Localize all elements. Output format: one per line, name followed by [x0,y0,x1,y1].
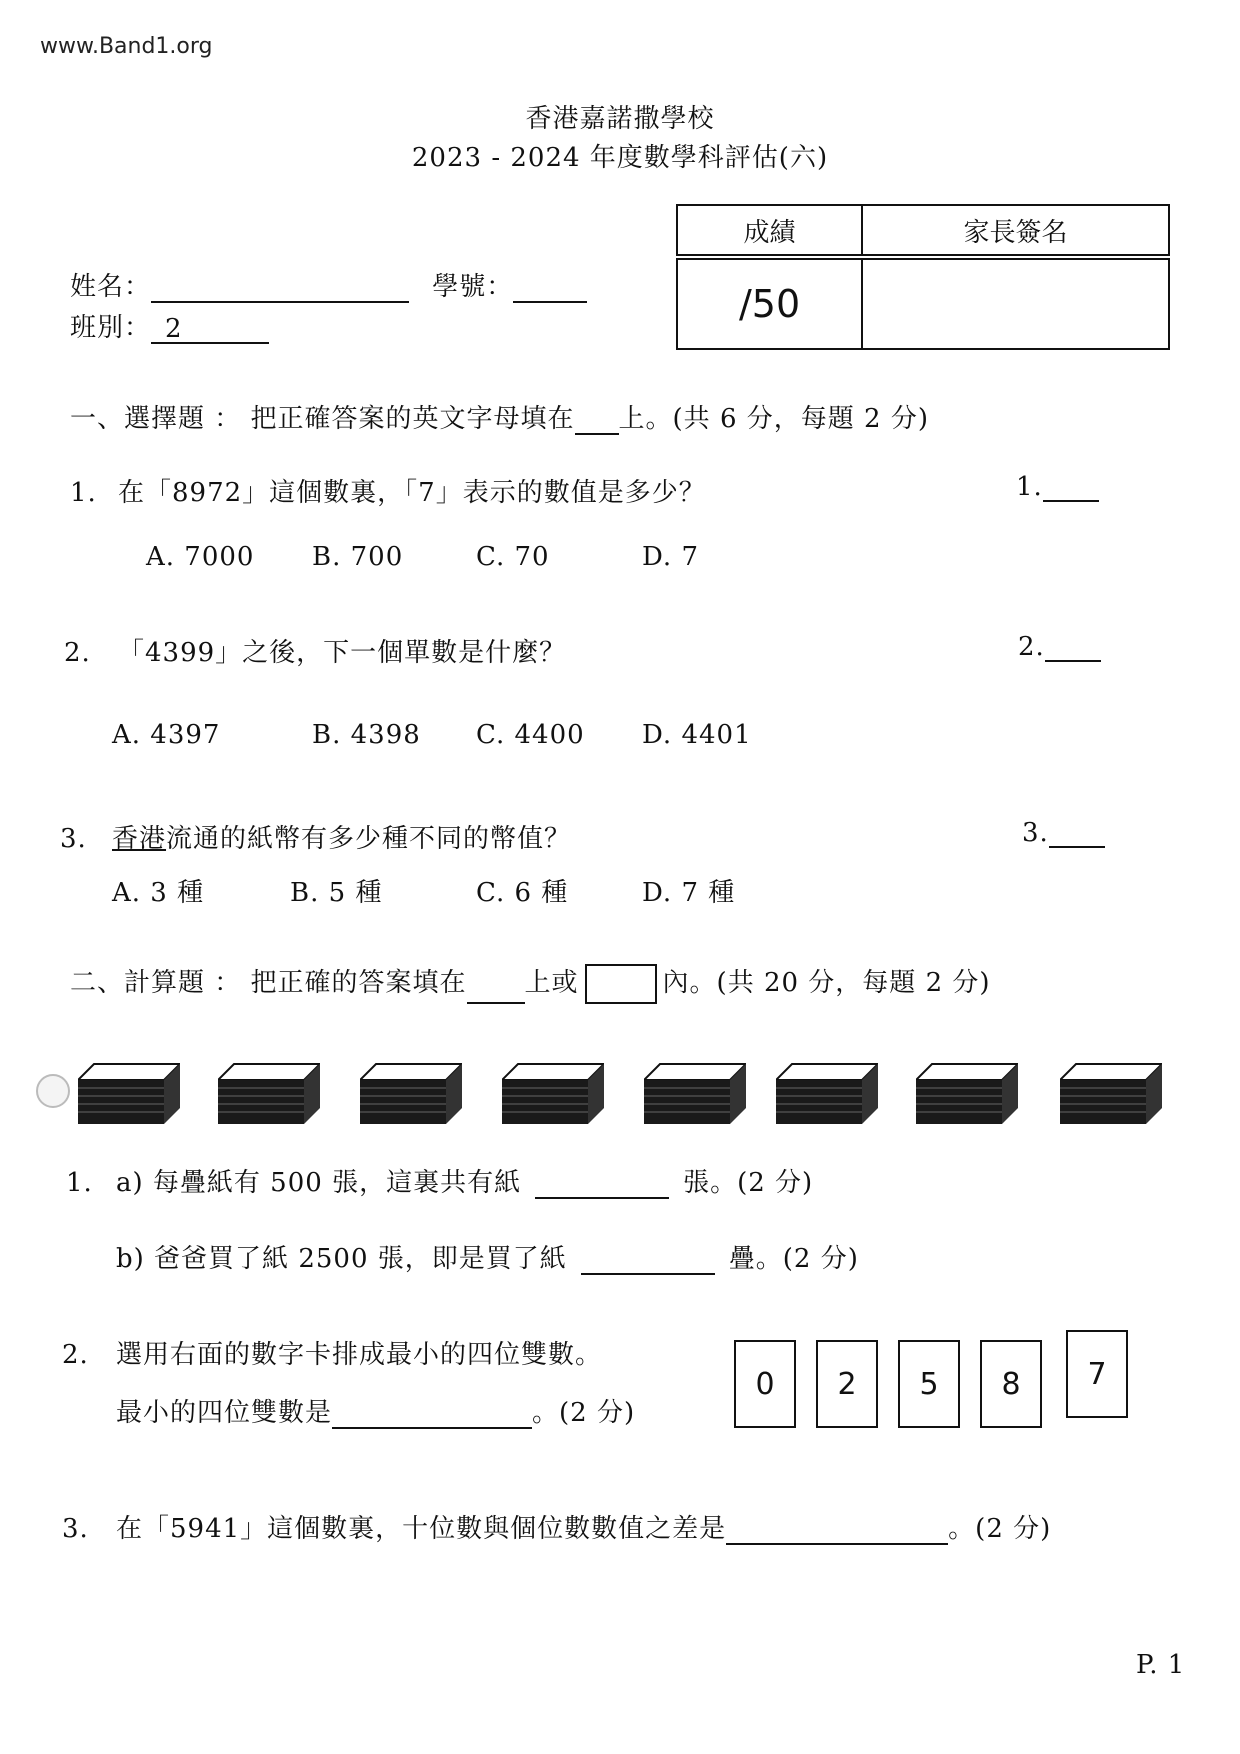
question-text: a) 每疊紙有 500 張，這裏共有紙 [116,1168,522,1198]
paper-stack-icon [360,1062,462,1124]
site-url: www.Band1.org [40,34,213,59]
answer-box-example [585,964,657,1004]
score-table [676,204,1170,350]
calc-question-3 [62,1508,1051,1545]
option: A. 7000 [146,542,255,572]
score-value: /50 [677,257,862,349]
q1b-answer-field[interactable] [581,1245,715,1275]
mc-question-2 [64,632,566,669]
question-number: 3. [60,824,87,854]
parent-signature-header: 家長簽名 [862,205,1169,257]
option: B. 5 種 [290,878,383,908]
digit-card: 2 [816,1340,878,1428]
answer-3-field[interactable] [1049,818,1105,848]
paper-stack-icon [218,1062,320,1124]
paper-stack-icon [78,1062,180,1124]
question-marks: 。(2 分) [532,1398,636,1428]
answer-label: 1. [1016,472,1043,502]
paper-stack-icon [644,1062,746,1124]
question-number: 2. [62,1340,89,1370]
question-number: 1. [70,478,97,508]
question-text: 「4399」之後，下一個單數是什麼？ [118,638,567,668]
mc-question-3 [60,818,571,855]
section1-heading-text-2: 上。(共 6 分，每題 2 分) [618,404,929,434]
question-number: 2. [64,638,91,668]
question-text: 在「8972」這個數裏，「7」表示的數值是多少？ [118,478,706,508]
paper-stack-icon [502,1062,604,1124]
digit-card: 8 [980,1340,1042,1428]
parent-signature-field[interactable] [862,257,1169,349]
paper-stack-icon [1060,1062,1162,1124]
q2-answer-field[interactable] [332,1399,532,1429]
section2-heading [70,962,991,1004]
digit-card: 7 [1066,1330,1128,1418]
option: C. 6 種 [476,878,569,908]
section2-heading-text: 二、計算題 ： 把正確的答案填在 [70,968,467,998]
answer-label: 3. [1022,818,1049,848]
question-text: 流通的紙幣有多少種不同的幣值？ [166,824,572,854]
question-text-underlined: 香港 [112,824,167,854]
name-field[interactable] [151,273,409,303]
student-number-label: 學號： [432,272,514,302]
name-row [70,266,587,303]
class-row [70,307,269,344]
paper-stack-icon [916,1062,1018,1124]
exam-title: 2023 - 2024 年度數學科評估(六) [411,143,829,173]
answer-2 [1018,632,1101,662]
class-field[interactable]: 2 [151,314,269,344]
student-number-field[interactable] [513,273,587,303]
option: A. 4397 [112,720,221,750]
q3-answer-field[interactable] [726,1515,948,1545]
question-text: b) 爸爸買了紙 2500 張，即是買了紙 [116,1244,567,1274]
question-text: 在「5941」這個數裏，十位數與個位數數值之差是 [116,1514,727,1544]
school-name: 香港嘉諾撒學校 [525,104,715,134]
digit-card: 5 [898,1340,960,1428]
question-number: 3. [62,1514,89,1544]
digit-card: 0 [734,1340,796,1428]
q1a-answer-field[interactable] [535,1169,669,1199]
question-unit: 疊。(2 分) [728,1244,859,1274]
section2-heading-text-3: 內。(共 20 分，每題 2 分) [662,968,991,998]
option: C. 4400 [476,720,585,750]
mc-question-1 [70,472,706,509]
calc-question-2 [62,1334,602,1371]
name-label: 姓名： [70,272,152,302]
section2-heading-text-2: 上或 [524,968,579,998]
section2-heading-blank [467,980,525,1004]
class-label: 班別： [70,313,152,343]
answer-3 [1022,818,1105,848]
option: D. 7 種 [642,878,736,908]
calc-question-1a [66,1162,813,1199]
question-text: 選用右面的數字卡排成最小的四位雙數。 [116,1340,603,1370]
question-number: 1. [66,1168,93,1198]
answer-2-field[interactable] [1045,632,1101,662]
question-unit: 張。(2 分) [683,1168,814,1198]
option: A. 3 種 [112,878,205,908]
question-text: 最小的四位雙數是 [116,1398,333,1428]
calc-question-2-line [116,1392,635,1429]
section1-heading-text: 一、選擇題 ： 把正確答案的英文字母填在 [70,404,575,434]
answer-1 [1016,472,1099,502]
answer-1-field[interactable] [1043,472,1099,502]
section1-heading [70,398,929,435]
page-number: P. 1 [1136,1650,1186,1680]
score-header: 成績 [677,205,862,257]
option: B. 4398 [312,720,421,750]
option: C. 70 [476,542,550,572]
paper-stack-icon [776,1062,878,1124]
section1-heading-blank [575,411,619,435]
answer-label: 2. [1018,632,1045,662]
punch-hole [36,1074,70,1108]
option: D. 4401 [642,720,752,750]
question-marks: 。(2 分) [948,1514,1052,1544]
option: D. 7 [642,542,699,572]
calc-question-1b [116,1238,859,1275]
option: B. 700 [312,542,404,572]
